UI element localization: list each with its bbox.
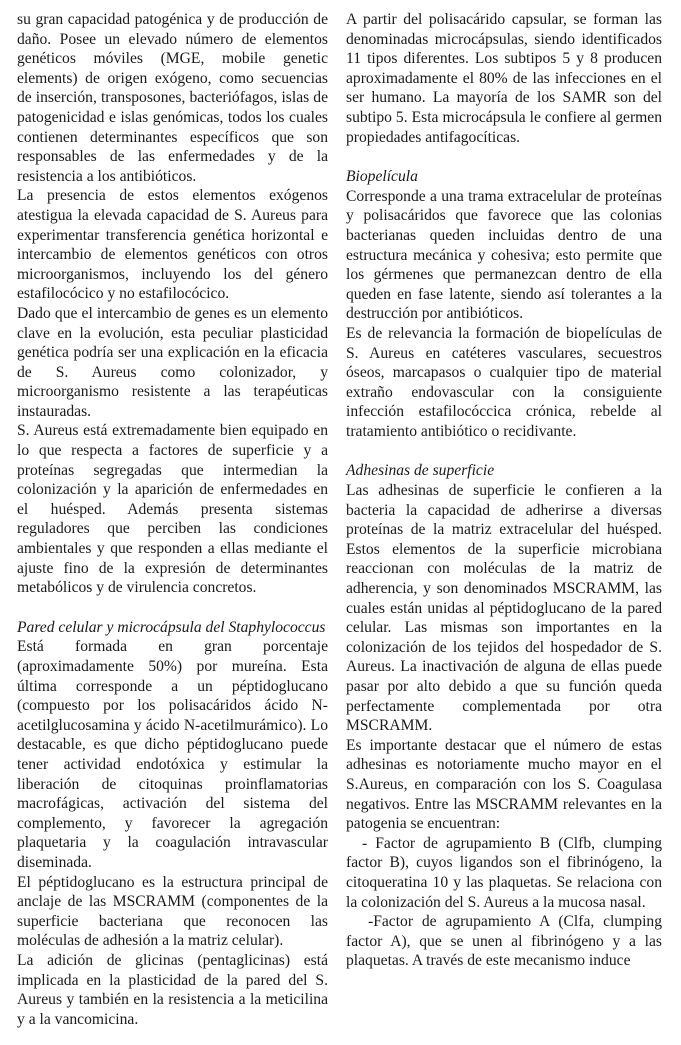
paragraph: Es de relevancia la formación de biopelículas de S. Aureus en catéteres vasculares, secuestros óseos, marcapasos o cualquier tipo de material extraño endovascular con la consiguiente infección estafilocóccica crónica, rebelde al tratamiento antibiótico o recidivante.	[346, 324, 662, 440]
left-column	[17, 10, 328, 1029]
paragraph: Dado que el intercambio de genes es un elemento clave en la evolución, esta peculiar plasticidad genética podría ser una explicación en la eficacia de S. Aureus como colonizador, y microorganismo resistente a las terapéuticas instauradas.	[17, 304, 328, 420]
section-gap	[17, 598, 328, 618]
list-item-clfa: -Factor de agrupamiento A (Clfa, clumping factor A), que se unen al fibrinógeno y a las plaquetas. A través de este mecanismo induce	[346, 913, 662, 970]
paragraph: La presencia de estos elementos exógenos atestigua la elevada capacidad de S. Aureus para experimentar transferencia genética horizontal e intercambio de elementos genéticos con otros microorganismos, incluyendo los del género estafilocócico y no estafilocócico.	[17, 187, 328, 303]
paragraph: Es importante destacar que el número de estas adhesinas es notoriamente mucho mayor en el S.Aureus, en comparación con los S. Coagulasa negativos. Entre las MSCRAMM relevantes en la patogenia se encuentran:	[346, 736, 662, 833]
paragraph: A partir del polisacárido capsular, se forman las denominadas microcápsulas, siendo identificados 11 tipos diferentes. Los subtipos 5 y 8 producen aproximadamente el 80% de las infecciones en el ser humano. La mayoría de los SAMR son del subtipo 5. Esta microcápsula le confiere al germen propiedades antifagocíticas.	[346, 11, 662, 146]
section-gap	[346, 147, 662, 167]
paragraph: su gran capacidad patogénica y de producción de daño. Posee un elevado número de elementos genéticos móviles (MGE, mobile genetic elements) de origen exógeno, como secuencias de inserción, transposones, bacteriófagos, islas de patogenicidad e islas genómicas, todos los cuales contienen determinantes específicos que son responsables de las enfermedades y de la resistencia a los antibióticos.	[17, 11, 328, 185]
list-item-clfb: - Factor de agrupamiento B (Clfb, clumping factor B), cuyos ligandos son el fibrinógeno, la citoqueratina 10 y las plaquetas. Se relaciona con la colonización del S. Aureus a la mucosa nasal.	[346, 834, 662, 911]
section-heading-adhesinas: Adhesinas de superficie	[346, 462, 495, 480]
paragraph: La adición de glicinas (pentaglicinas) está implicada en la plasticidad de la pared del S. Aureus y también en la resistencia a la meticilina y a la vancomicina.	[17, 951, 328, 1028]
section-heading-pared-celular: Pared celular y microcápsula del Staphylococcus	[17, 618, 326, 636]
paragraph: Corresponde a una trama extracelular de proteínas y polisacáridos que favorece que las colonias bacterianas queden incluidas dentro de una estructura mecánica y cohesiva; esto permite que los gérmenes que permanezcan dentro de ella queden en fase latente, siendo así tolerantes a la destrucción por antibióticos.	[346, 187, 662, 323]
section-heading-biopelicula: Biopelícula	[346, 168, 418, 186]
paragraph: S. Aureus está extremadamente bien equipado en lo que respecta a factores de superficie y a proteínas segregadas que intermedian la colonización y la aparición de enfermedades en el huésped. Además presenta sistemas reguladores que perciben las condiciones ambientales y que responden a ellas mediante el ajuste fino de la expresión de determinantes metabólicos y de virulencia concretos.	[17, 422, 328, 597]
paragraph: Las adhesinas de superficie le confieren a la bacteria la capacidad de adherirse a diversas proteínas de la matriz extracelular del huésped. Estos elementos de la superficie microbiana reaccionan con moléculas de la matriz de adherencia, y son denominados MSCRAMM, las cuales están unidas al péptidoglucano de la pared celular. Las mismas son importantes en la colonización de los tejidos del hospedador de S. Aureus. La inactivación de alguna de ellas puede pasar por alto debido a que su función queda perfectamente complementada por otra MSCRAMM.	[346, 482, 662, 735]
paragraph: El péptidoglucano es la estructura principal de anclaje de las MSCRAMM (componentes de la superficie bacteriana que reconocen las moléculas de adhesión a la matriz celular).	[17, 873, 328, 950]
paragraph: Está formada en gran porcentaje (aproximadamente 50%) por mureína. Esta última corresponde a un péptidoglucano (compuesto por los polisacáridos ácido N-acetilglucosamina y ácido N-acetilmurámico). Lo destacable, es que dicho péptidoglucano puede tener actividad endotóxica y estimular la liberación de citoquinas proinflamatorias macrofágicas, activación del sistema del complemento, y favorecer la agregación plaquetaria y la coagulación intravascular diseminada.	[17, 638, 328, 871]
right-column	[346, 10, 662, 971]
section-gap	[346, 441, 662, 461]
